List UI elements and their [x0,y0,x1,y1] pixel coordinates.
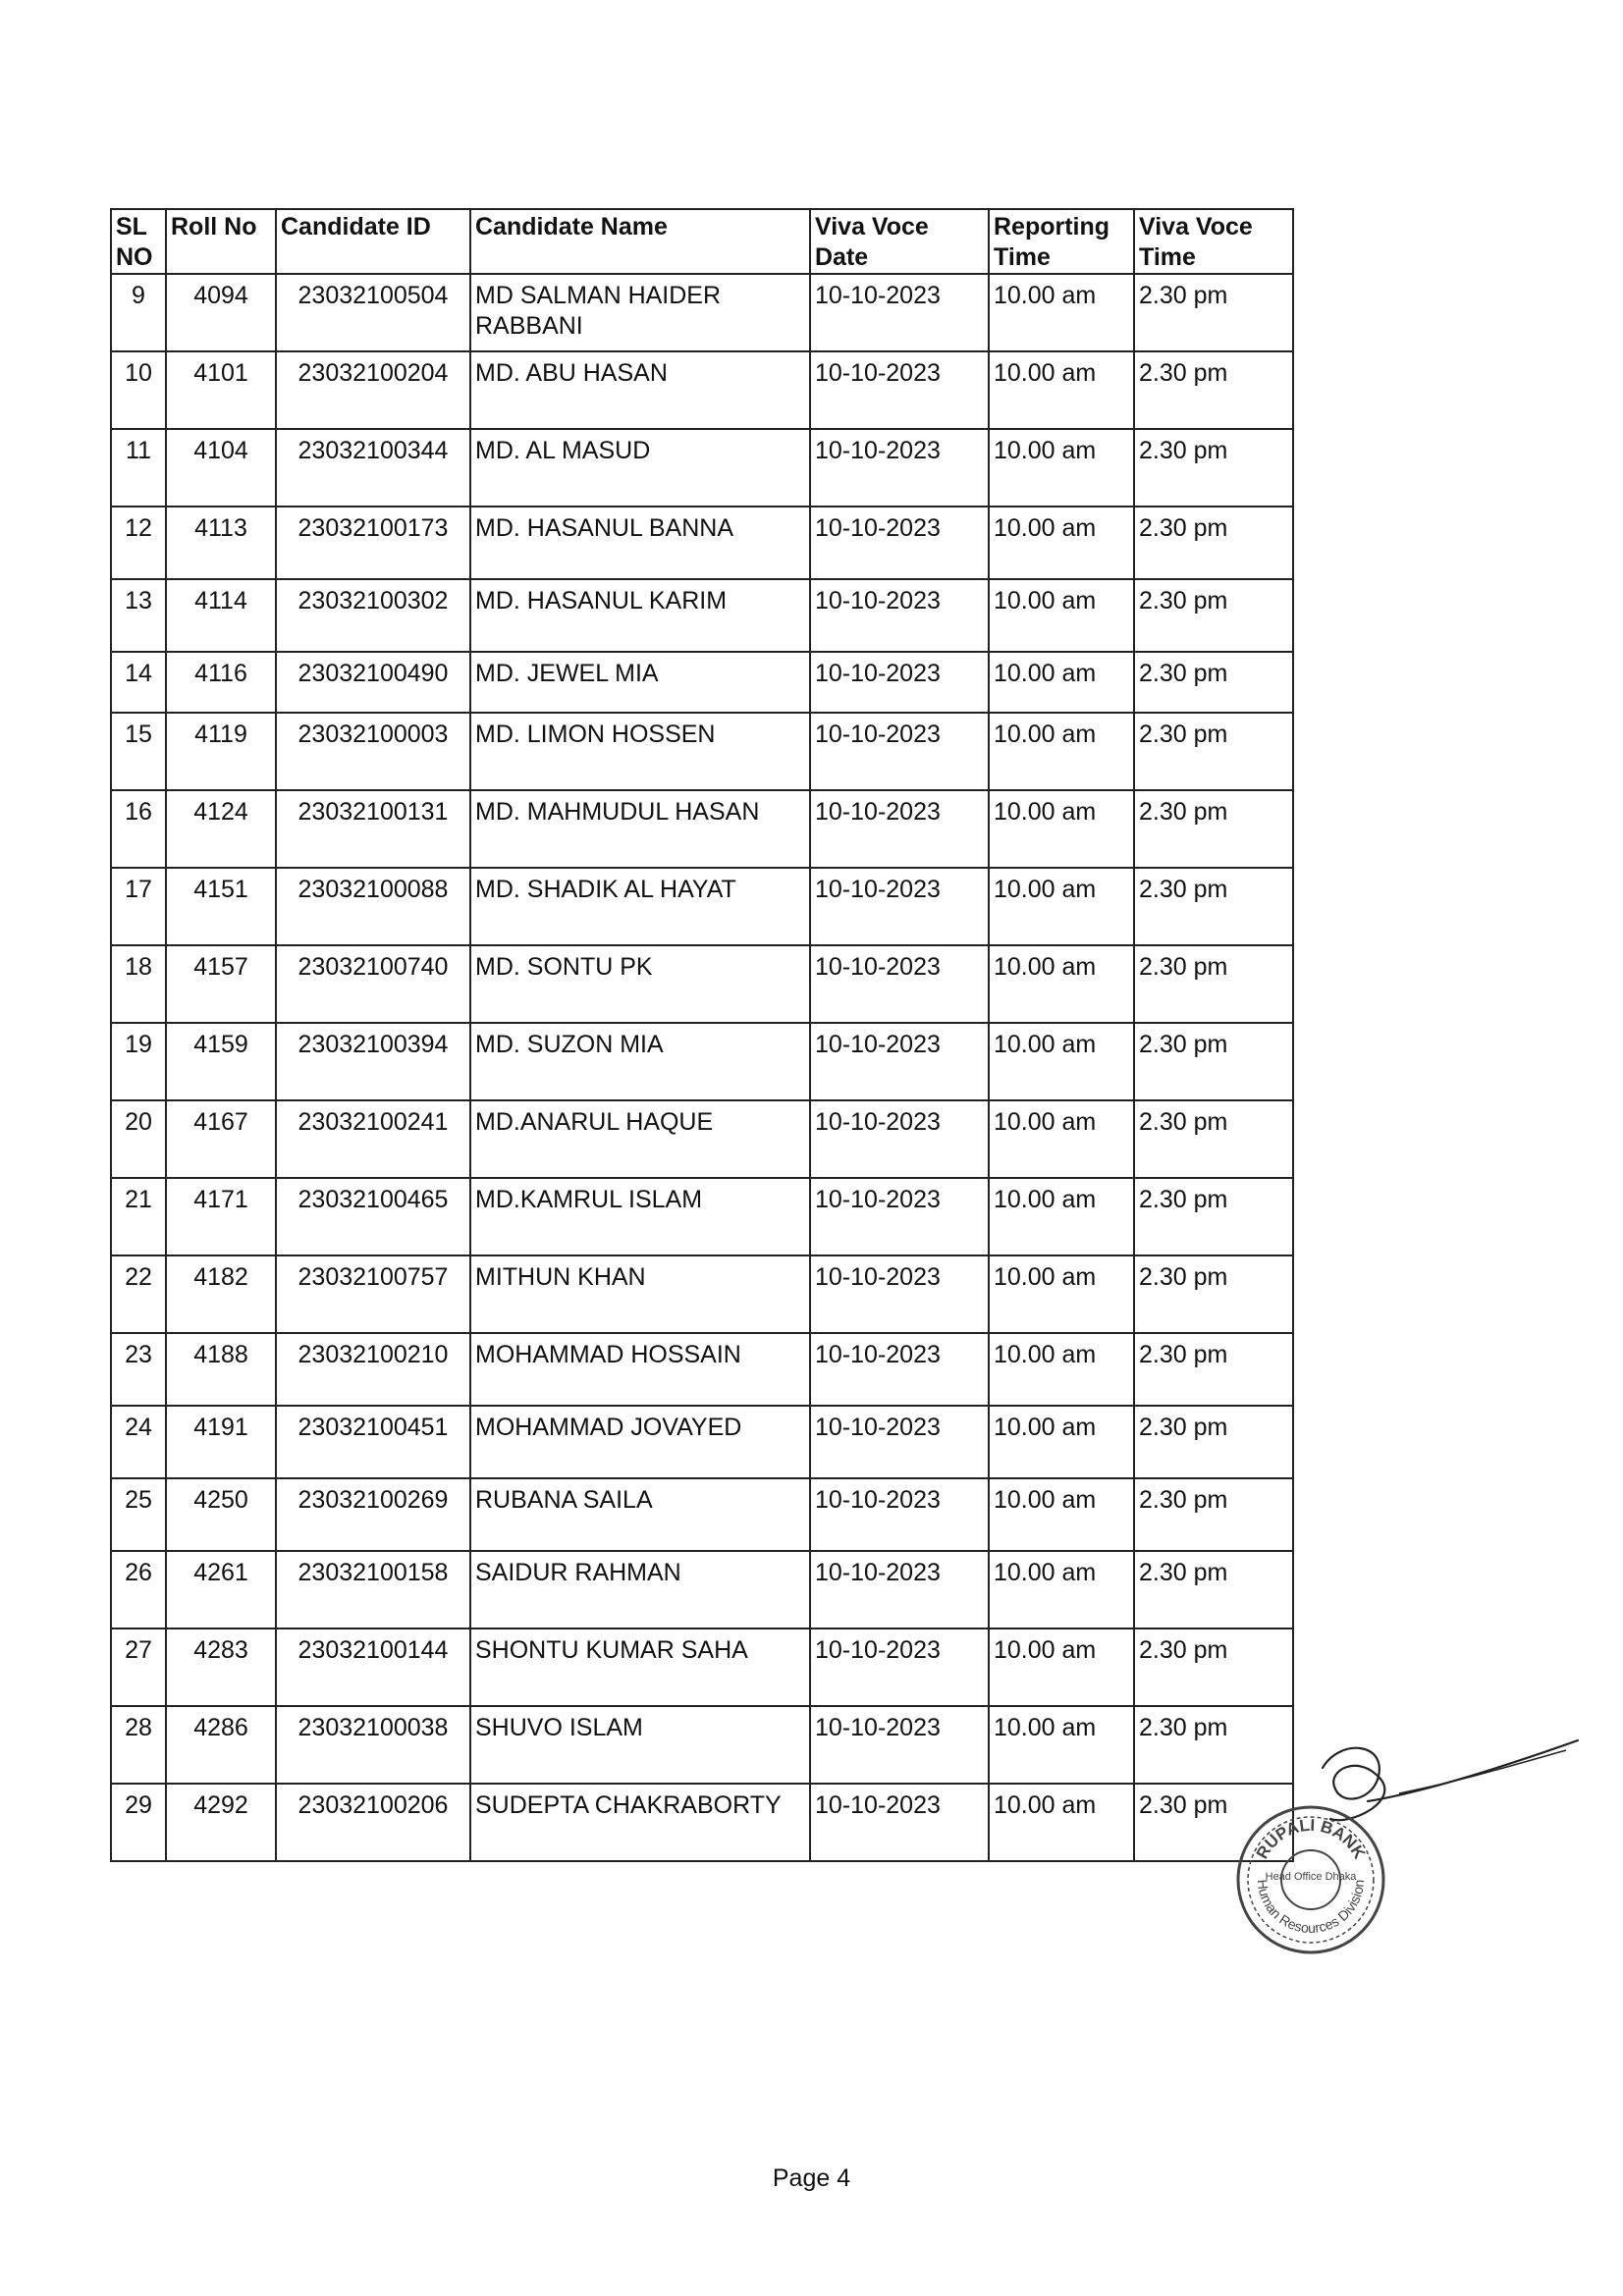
cell-candidate-name: MD. SONTU PK [470,945,810,1023]
header-sl-no: SL NO [111,209,166,274]
table-row [111,868,1293,945]
cell-roll-no: 4157 [166,945,276,1023]
cell-reporting-time: 10.00 am [989,351,1134,429]
cell-viva-voce-date: 10-10-2023 [810,1178,989,1255]
cell-candidate-id: 23032100757 [276,1255,470,1333]
cell-candidate-id: 23032100210 [276,1333,470,1406]
header-candidate-id: Candidate ID [276,209,470,274]
cell-roll-no: 4167 [166,1100,276,1178]
cell-viva-voce-time: 2.30 pm [1134,507,1293,579]
cell-viva-voce-time: 2.30 pm [1134,1551,1293,1629]
cell-viva-voce-date: 10-10-2023 [810,1784,989,1861]
cell-sl-no: 9 [111,274,166,351]
cell-reporting-time: 10.00 am [989,790,1134,868]
cell-candidate-id: 23032100344 [276,429,470,507]
cell-candidate-name: MD. LIMON HOSSEN [470,713,810,790]
cell-viva-voce-time: 2.30 pm [1134,1333,1293,1406]
table-body [111,274,1293,1861]
cell-viva-voce-date: 10-10-2023 [810,1706,989,1784]
table-row [111,1784,1293,1861]
cell-reporting-time: 10.00 am [989,713,1134,790]
table-row [111,274,1293,351]
cell-reporting-time: 10.00 am [989,274,1134,351]
cell-roll-no: 4191 [166,1406,276,1478]
cell-sl-no: 13 [111,579,166,652]
header-viva-voce-date: Viva Voce Date [810,209,989,274]
cell-sl-no: 17 [111,868,166,945]
cell-roll-no: 4292 [166,1784,276,1861]
cell-viva-voce-time: 2.30 pm [1134,1178,1293,1255]
cell-roll-no: 4124 [166,790,276,868]
cell-viva-voce-date: 10-10-2023 [810,1551,989,1629]
table-row [111,1100,1293,1178]
cell-sl-no: 12 [111,507,166,579]
cell-viva-voce-time: 2.30 pm [1134,351,1293,429]
table-row [111,1551,1293,1629]
cell-viva-voce-time: 2.30 pm [1134,1478,1293,1551]
cell-sl-no: 23 [111,1333,166,1406]
cell-reporting-time: 10.00 am [989,507,1134,579]
cell-viva-voce-time: 2.30 pm [1134,1706,1293,1784]
cell-candidate-id: 23032100131 [276,790,470,868]
cell-sl-no: 27 [111,1629,166,1706]
cell-roll-no: 4188 [166,1333,276,1406]
cell-sl-no: 15 [111,713,166,790]
cell-candidate-id: 23032100003 [276,713,470,790]
header-reporting-time: Reporting Time [989,209,1134,274]
cell-sl-no: 19 [111,1023,166,1100]
cell-candidate-name: MD. ABU HASAN [470,351,810,429]
cell-candidate-name: MD.ANARUL HAQUE [470,1100,810,1178]
cell-viva-voce-time: 2.30 pm [1134,274,1293,351]
table-row [111,1478,1293,1551]
table-row [111,945,1293,1023]
cell-viva-voce-date: 10-10-2023 [810,945,989,1023]
seal-center-text: Head Office Dhaka [1265,1871,1357,1883]
cell-roll-no: 4283 [166,1629,276,1706]
cell-viva-voce-date: 10-10-2023 [810,1023,989,1100]
cell-viva-voce-date: 10-10-2023 [810,1478,989,1551]
cell-candidate-id: 23032100158 [276,1551,470,1629]
cell-viva-voce-date: 10-10-2023 [810,868,989,945]
cell-candidate-id: 23032100088 [276,868,470,945]
cell-roll-no: 4104 [166,429,276,507]
table-row [111,1255,1293,1333]
cell-candidate-id: 23032100206 [276,1784,470,1861]
cell-candidate-id: 23032100241 [276,1100,470,1178]
cell-viva-voce-date: 10-10-2023 [810,429,989,507]
cell-candidate-name: MD. MAHMUDUL HASAN [470,790,810,868]
table-row [111,579,1293,652]
seal-top-text: RUPALI BANK [1252,1815,1370,1862]
table-row [111,790,1293,868]
cell-candidate-id: 23032100465 [276,1178,470,1255]
cell-candidate-id: 23032100144 [276,1629,470,1706]
cell-candidate-id: 23032100490 [276,652,470,713]
cell-sl-no: 10 [111,351,166,429]
cell-reporting-time: 10.00 am [989,652,1134,713]
cell-viva-voce-date: 10-10-2023 [810,274,989,351]
cell-sl-no: 16 [111,790,166,868]
cell-roll-no: 4094 [166,274,276,351]
table-row [111,1178,1293,1255]
cell-viva-voce-time: 2.30 pm [1134,1406,1293,1478]
cell-viva-voce-date: 10-10-2023 [810,507,989,579]
cell-reporting-time: 10.00 am [989,1478,1134,1551]
cell-viva-voce-date: 10-10-2023 [810,351,989,429]
cell-candidate-id: 23032100269 [276,1478,470,1551]
cell-roll-no: 4113 [166,507,276,579]
cell-viva-voce-date: 10-10-2023 [810,1333,989,1406]
cell-reporting-time: 10.00 am [989,1784,1134,1861]
cell-viva-voce-time: 2.30 pm [1134,868,1293,945]
cell-candidate-name: MD.KAMRUL ISLAM [470,1178,810,1255]
cell-viva-voce-date: 10-10-2023 [810,790,989,868]
cell-viva-voce-time: 2.30 pm [1134,1784,1293,1861]
table-row [111,713,1293,790]
table-row [111,507,1293,579]
cell-candidate-id: 23032100204 [276,351,470,429]
cell-candidate-name: MITHUN KHAN [470,1255,810,1333]
cell-sl-no: 28 [111,1706,166,1784]
cell-reporting-time: 10.00 am [989,1255,1134,1333]
cell-candidate-name: MD. HASANUL BANNA [470,507,810,579]
cell-viva-voce-time: 2.30 pm [1134,579,1293,652]
cell-reporting-time: 10.00 am [989,868,1134,945]
cell-candidate-name: MD. JEWEL MIA [470,652,810,713]
cell-roll-no: 4116 [166,652,276,713]
cell-sl-no: 20 [111,1100,166,1178]
table-row [111,429,1293,507]
header-candidate-name: Candidate Name [470,209,810,274]
cell-candidate-id: 23032100302 [276,579,470,652]
table-row [111,1706,1293,1784]
cell-candidate-name: SAIDUR RAHMAN [470,1551,810,1629]
cell-candidate-name: SHUVO ISLAM [470,1706,810,1784]
cell-candidate-id: 23032100173 [276,507,470,579]
header-roll-no: Roll No [166,209,276,274]
table-row [111,1629,1293,1706]
cell-viva-voce-date: 10-10-2023 [810,713,989,790]
cell-reporting-time: 10.00 am [989,579,1134,652]
table-row [111,1406,1293,1478]
cell-viva-voce-date: 10-10-2023 [810,1255,989,1333]
table-header-row [111,209,1293,274]
cell-viva-voce-date: 10-10-2023 [810,1406,989,1478]
table-row [111,1333,1293,1406]
cell-viva-voce-time: 2.30 pm [1134,790,1293,868]
cell-candidate-name: MD. AL MASUD [470,429,810,507]
cell-reporting-time: 10.00 am [989,1023,1134,1100]
cell-viva-voce-date: 10-10-2023 [810,1100,989,1178]
viva-schedule-table [110,208,1294,1862]
cell-viva-voce-time: 2.30 pm [1134,1023,1293,1100]
cell-viva-voce-date: 10-10-2023 [810,652,989,713]
table-row [111,1023,1293,1100]
cell-roll-no: 4171 [166,1178,276,1255]
cell-candidate-name: MOHAMMAD JOVAYED [470,1406,810,1478]
cell-viva-voce-time: 2.30 pm [1134,652,1293,713]
cell-sl-no: 18 [111,945,166,1023]
cell-candidate-id: 23032100394 [276,1023,470,1100]
cell-viva-voce-time: 2.30 pm [1134,1629,1293,1706]
cell-reporting-time: 10.00 am [989,1551,1134,1629]
cell-sl-no: 29 [111,1784,166,1861]
table-row [111,652,1293,713]
cell-candidate-name: MD. SHADIK AL HAYAT [470,868,810,945]
office-seal-and-signature [1232,1733,1586,1988]
cell-sl-no: 25 [111,1478,166,1551]
cell-viva-voce-date: 10-10-2023 [810,1629,989,1706]
cell-reporting-time: 10.00 am [989,1629,1134,1706]
cell-roll-no: 4182 [166,1255,276,1333]
cell-sl-no: 11 [111,429,166,507]
cell-reporting-time: 10.00 am [989,1706,1134,1784]
cell-reporting-time: 10.00 am [989,429,1134,507]
cell-candidate-id: 23032100504 [276,274,470,351]
header-viva-voce-time: Viva Voce Time [1134,209,1293,274]
cell-candidate-name: RUBANA SAILA [470,1478,810,1551]
cell-viva-voce-time: 2.30 pm [1134,1100,1293,1178]
cell-roll-no: 4151 [166,868,276,945]
cell-roll-no: 4159 [166,1023,276,1100]
cell-reporting-time: 10.00 am [989,945,1134,1023]
cell-roll-no: 4119 [166,713,276,790]
cell-viva-voce-date: 10-10-2023 [810,579,989,652]
cell-candidate-name: MD. SUZON MIA [470,1023,810,1100]
cell-reporting-time: 10.00 am [989,1333,1134,1406]
cell-roll-no: 4114 [166,579,276,652]
seal-bottom-text: Human Resources Division [1254,1878,1368,1937]
table-row [111,351,1293,429]
cell-viva-voce-time: 2.30 pm [1134,713,1293,790]
cell-candidate-name: SUDEPTA CHAKRABORTY [470,1784,810,1861]
page-number: Page 4 [772,2164,851,2192]
cell-sl-no: 22 [111,1255,166,1333]
cell-reporting-time: 10.00 am [989,1406,1134,1478]
cell-sl-no: 24 [111,1406,166,1478]
cell-viva-voce-time: 2.30 pm [1134,945,1293,1023]
cell-candidate-name: SHONTU KUMAR SAHA [470,1629,810,1706]
cell-viva-voce-time: 2.30 pm [1134,429,1293,507]
cell-sl-no: 14 [111,652,166,713]
cell-roll-no: 4101 [166,351,276,429]
cell-reporting-time: 10.00 am [989,1100,1134,1178]
cell-candidate-name: MD SALMAN HAIDER RABBANI [470,274,810,351]
cell-roll-no: 4286 [166,1706,276,1784]
cell-candidate-id: 23032100451 [276,1406,470,1478]
cell-roll-no: 4261 [166,1551,276,1629]
cell-reporting-time: 10.00 am [989,1178,1134,1255]
cell-candidate-name: MOHAMMAD HOSSAIN [470,1333,810,1406]
cell-roll-no: 4250 [166,1478,276,1551]
cell-candidate-id: 23032100038 [276,1706,470,1784]
cell-sl-no: 21 [111,1178,166,1255]
cell-candidate-name: MD. HASANUL KARIM [470,579,810,652]
cell-sl-no: 26 [111,1551,166,1629]
cell-candidate-id: 23032100740 [276,945,470,1023]
cell-viva-voce-time: 2.30 pm [1134,1255,1293,1333]
